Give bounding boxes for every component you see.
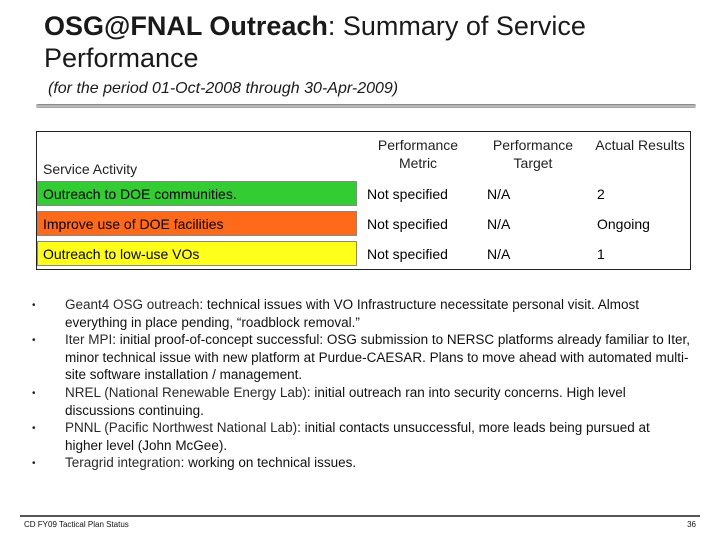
bullet-icon: • (32, 423, 36, 435)
cell-results: Ongoing (597, 216, 650, 232)
cell-activity: Outreach to DOE communities. (43, 186, 237, 202)
bullet-lead: NREL (National Renewable Energy Lab) (65, 384, 307, 400)
bullet-text: : initial outreach ran into security concerns. High level discussions continuing. (65, 384, 626, 418)
bullet-text: : technical issues with VO Infrastructure necessitate personal visit. Almost everything in place pending, “roadblock removal.” (65, 297, 640, 330)
bullet-icon: • (32, 300, 36, 311)
performance-table (36, 131, 691, 270)
cell-metric: Not specified (367, 186, 448, 202)
footer-label: CD FY09 Tactical Plan Status (24, 520, 129, 529)
bullet-text: : working on technical issues. (180, 455, 357, 471)
table-header (37, 132, 690, 179)
list-item (30, 331, 690, 384)
header-performance-target: Performance Target (492, 137, 574, 171)
cell-target: N/A (487, 216, 511, 232)
bullet-icon: • (32, 335, 36, 347)
list-item (30, 296, 690, 331)
page-number: 36 (687, 520, 696, 529)
table-row (37, 179, 690, 209)
title-divider (36, 104, 696, 108)
list-item (30, 419, 690, 454)
cell-metric: Not specified (367, 246, 448, 262)
header-actual-results: Actual Results (595, 137, 685, 153)
header-service-activity: Service Activity (43, 161, 138, 177)
slide-title-bold: OSG@FNAL Outreach (44, 11, 328, 41)
cell-results: 1 (597, 246, 605, 262)
bullet-icon: • (32, 387, 36, 399)
slide-title (44, 10, 684, 74)
cell-activity: Improve use of DOE facilities (43, 216, 224, 232)
bullet-list (30, 296, 690, 472)
table-row (37, 239, 690, 269)
bullet-lead: Teragrid integration (65, 455, 181, 471)
list-item (30, 454, 690, 472)
bullet-text: : initial contacts unsuccessful, more leads being pursued at higher level (John McGee). (65, 420, 650, 453)
cell-results: 2 (597, 186, 605, 202)
bullet-lead: PNNL (Pacific Northwest National Lab) (65, 420, 298, 436)
cell-target: N/A (487, 186, 511, 202)
bullet-text: : initial proof-of-concept successful: OSG submission to NERSC platforms already familiar to Iter, minor technical issue with new platform at Purdue-CAESAR. Plans to move ahead with automated multi-site software installation / management. (65, 332, 690, 383)
list-item (30, 384, 690, 419)
header-performance-metric: Performance Metric (377, 137, 459, 171)
slide-subtitle: (for the period 01-Oct-2008 through 30-Apr-2009) (48, 80, 399, 97)
cell-target: N/A (487, 246, 511, 262)
slide-title-rest: : Summary of Service Performance (44, 11, 586, 73)
bullet-lead: Geant4 OSG outreach (65, 297, 200, 312)
cell-activity: Outreach to low-use VOs (43, 246, 200, 262)
footer-divider (20, 515, 700, 517)
table-row (37, 209, 690, 239)
bullet-icon: • (32, 458, 36, 470)
bullet-lead: Iter MPI (65, 332, 113, 348)
cell-metric: Not specified (367, 216, 448, 232)
